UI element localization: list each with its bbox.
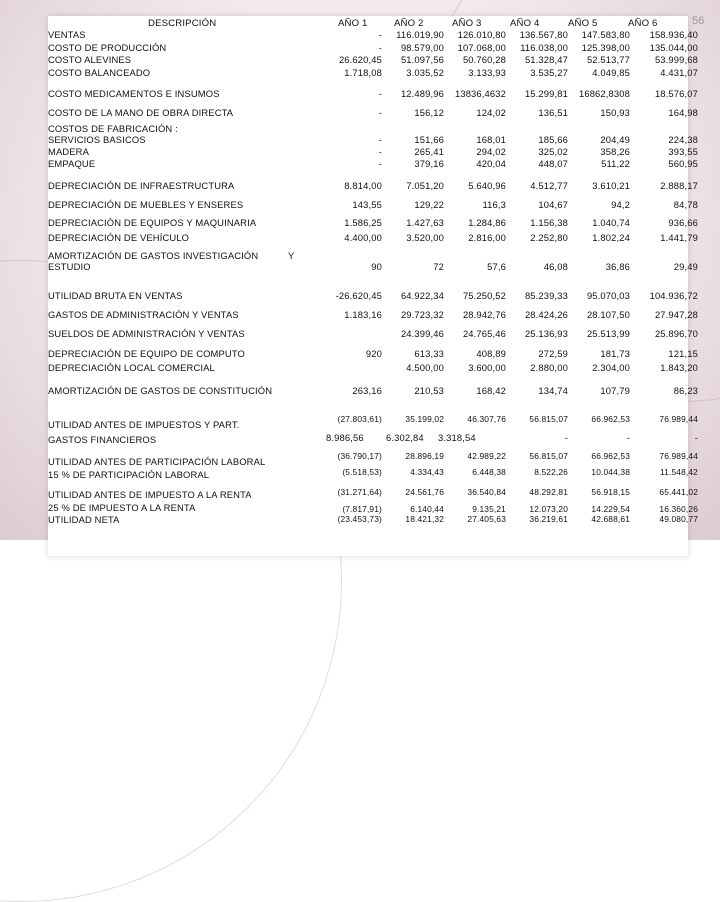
value-year-2: 210,53	[414, 385, 444, 396]
value-year-3: 24.765,46	[462, 328, 506, 339]
value-year-5: 16862,8308	[578, 88, 630, 99]
value-year-1: 90	[371, 261, 382, 272]
value-year-1: 26.620,45	[338, 54, 382, 65]
value-year-4: 8.522,26	[534, 467, 568, 477]
value-year-5: 2.304,00	[592, 362, 630, 373]
value-year-1: (27.803,61)	[337, 414, 382, 424]
value-year-6: 4.431,07	[660, 67, 698, 78]
row-label: GASTOS DE ADMINISTRACIÓN Y VENTAS	[48, 309, 239, 320]
value-year-3: 116,3	[482, 199, 506, 210]
value-year-2: 18.421,32	[405, 514, 444, 524]
value-year-1: -	[378, 107, 382, 118]
value-year-4: 51.328,47	[524, 54, 568, 65]
value-year-5: 14.229,54	[591, 504, 630, 514]
row-label: SERVICIOS BASICOS	[48, 134, 146, 145]
value-year-4: 36.219,61	[529, 514, 568, 524]
value-year-3: 408,89	[476, 348, 506, 359]
value-year-5: 25.513,99	[586, 328, 630, 339]
value-year-4: 4.512,77	[530, 180, 568, 191]
value-year-2: 4.500,00	[406, 362, 444, 373]
value-year-6: 76.989,44	[659, 451, 698, 461]
row-label: MADERA	[48, 146, 90, 157]
row-label: DEPRECIACIÓN DE MUEBLES Y ENSERES	[48, 199, 244, 210]
value-year-3: 3.600,00	[468, 362, 506, 373]
value-year-4: 28.424,26	[524, 309, 568, 320]
value-year-6: 49.080,77	[659, 514, 698, 524]
value-year-2: 12.489,96	[400, 88, 444, 99]
value-year-3: 28.942,76	[462, 309, 506, 320]
row-label: COSTO BALANCEADO	[48, 67, 151, 78]
value-year-2: 1.427,63	[406, 217, 444, 228]
value-year-2: 265,41	[414, 146, 444, 157]
value-year-5: 3.610,21	[592, 180, 630, 191]
value-year-4: 116.038,00	[520, 42, 568, 53]
income-statement-table	[48, 16, 698, 556]
value-year-5: 125.398,00	[581, 42, 630, 53]
value-year-2: 51.097,56	[400, 54, 444, 65]
value-year-1: (5.518,53)	[342, 467, 382, 477]
row-label: SUELDOS DE ADMINISTRACIÓN Y VENTAS	[48, 328, 245, 339]
row-label: EMPAQUE	[48, 158, 96, 169]
value-year-5: 358,26	[600, 146, 630, 157]
value-year-4: 48.292,81	[529, 487, 568, 497]
value-year-2: 4.334,43	[410, 467, 444, 477]
value-year-1: (23.453,73)	[337, 514, 382, 524]
value-year-4: -	[564, 432, 568, 443]
value-year-6: 29,49	[673, 261, 698, 272]
value-year-3: 126.010,80	[457, 29, 506, 40]
value-year-3: 3.318,54	[438, 432, 476, 443]
value-year-5: 95.070,03	[586, 290, 630, 301]
value-year-2: 28.896,19	[405, 451, 444, 461]
value-year-4: 325,02	[538, 146, 568, 157]
value-year-1: 920	[365, 348, 382, 359]
value-year-3: 420,04	[476, 158, 506, 169]
row-label: DEPRECIACIÓN LOCAL COMERCIAL	[48, 362, 215, 373]
value-year-4: 56.815,07	[529, 451, 568, 461]
row-label: 15 % DE PARTICIPACIÓN LABORAL	[48, 469, 210, 480]
value-year-4: 25.136,93	[524, 328, 568, 339]
value-year-5: 66.962,53	[591, 451, 630, 461]
value-year-1: -	[378, 146, 382, 157]
row-label: UTILIDAD NETA	[48, 514, 120, 525]
value-year-1: -	[378, 158, 382, 169]
value-year-5: 181,73	[600, 348, 630, 359]
value-year-6: 560,95	[668, 158, 698, 169]
value-year-2: 129,22	[414, 199, 444, 210]
value-year-2: 64.922,34	[400, 290, 444, 301]
value-year-5: 66.962,53	[591, 414, 630, 424]
header-year-1: AÑO 1	[338, 18, 368, 29]
value-year-6: 76.989,44	[659, 414, 698, 424]
value-year-6: 1.441,79	[660, 232, 698, 243]
value-year-6: 164,98	[668, 107, 698, 118]
value-year-4: 272,59	[538, 348, 568, 359]
header-year-5: AÑO 5	[568, 18, 598, 29]
value-year-6: 65.441,02	[659, 487, 698, 497]
value-year-2: 3.035,52	[406, 67, 444, 78]
value-year-6: 135.044,00	[649, 42, 698, 53]
value-year-3: 168,01	[476, 134, 506, 145]
value-year-2: 151,66	[414, 134, 444, 145]
value-year-6: 11.548,42	[660, 467, 698, 477]
row-label: GASTOS FINANCIEROS	[48, 434, 157, 445]
value-year-5: 1.040,74	[592, 217, 630, 228]
value-year-4: 85.239,33	[524, 290, 568, 301]
value-year-2: 6.140,44	[410, 504, 444, 514]
header-year-3: AÑO 3	[452, 18, 482, 29]
value-year-4: 136.567,80	[519, 29, 568, 40]
value-year-3: 46.307,76	[467, 414, 506, 424]
value-year-6: 86,23	[673, 385, 698, 396]
value-year-5: 10.044,38	[591, 467, 630, 477]
value-year-5: 94,2	[611, 199, 630, 210]
value-year-4: 2.252,80	[530, 232, 568, 243]
value-year-5: 42.688,61	[591, 514, 630, 524]
value-year-3: 2.816,00	[468, 232, 506, 243]
value-year-4: 136,51	[538, 107, 568, 118]
row-label: COSTO ALEVINES	[48, 54, 132, 65]
value-year-1: (31.271,64)	[337, 487, 382, 497]
value-year-6: 121,15	[668, 348, 698, 359]
value-year-5: 4.049,85	[592, 67, 630, 78]
value-year-1: 263,16	[352, 385, 382, 396]
value-year-1: -	[378, 134, 382, 145]
value-year-2: 35.199,02	[405, 414, 444, 424]
value-year-1: -	[378, 88, 382, 99]
value-year-2: 24.561,76	[405, 487, 444, 497]
value-year-4: 134,74	[538, 385, 568, 396]
value-year-4: 2.880,00	[530, 362, 568, 373]
value-year-2: 613,33	[414, 348, 444, 359]
value-year-4: 104,67	[538, 199, 568, 210]
value-year-5: 204,49	[600, 134, 630, 145]
row-label: COSTO DE PRODUCCIÓN	[48, 42, 167, 53]
value-year-1: -	[378, 29, 382, 40]
value-year-3: 36.540,84	[467, 487, 506, 497]
value-year-2: 379,16	[414, 158, 444, 169]
value-year-6: 16.360,26	[659, 504, 698, 514]
value-year-5: 107,79	[600, 385, 630, 396]
value-year-4: 56.815,07	[529, 414, 568, 424]
row-label: COSTO DE LA MANO DE OBRA DIRECTA	[48, 107, 234, 118]
value-year-5: 28.107,50	[586, 309, 630, 320]
value-year-4: 448,07	[538, 158, 568, 169]
row-label: UTILIDAD ANTES DE PARTICIPACIÓN LABORAL	[48, 456, 266, 467]
value-year-5: 147.583,80	[581, 29, 630, 40]
value-year-2: 24.399,46	[400, 328, 444, 339]
value-year-2: 3.520,00	[406, 232, 444, 243]
value-year-3: 124,02	[476, 107, 506, 118]
value-year-5: 511,22	[601, 158, 630, 169]
value-year-1: 1.586,25	[344, 217, 382, 228]
value-year-2: 116.019,90	[396, 29, 444, 40]
value-year-3: 294,02	[476, 146, 506, 157]
value-year-3: 27.405,63	[467, 514, 506, 524]
value-year-1: (36.790,17)	[337, 451, 382, 461]
value-year-3: 13836,4632	[454, 88, 506, 99]
row-label: DEPRECIACIÓN DE VEHÍCULO	[48, 232, 190, 243]
value-year-1: 1.183,16	[344, 309, 382, 320]
value-year-1: 143,55	[352, 199, 382, 210]
value-year-6: 2.888,17	[660, 180, 698, 191]
value-year-3: 168,42	[476, 385, 506, 396]
value-year-3: 75.250,52	[462, 290, 506, 301]
value-year-5: 36,86	[605, 261, 630, 272]
value-year-3: 6.448,38	[472, 467, 506, 477]
value-year-4: 3.535,27	[530, 67, 568, 78]
row-label: VENTAS	[48, 29, 86, 40]
header-description: DESCRIPCIÓN	[148, 18, 217, 29]
value-year-4: 15.299,81	[524, 88, 568, 99]
value-year-2: 7.051,20	[406, 180, 444, 191]
value-year-3: 57,6	[487, 261, 506, 272]
value-year-1: 8.986,56	[326, 432, 364, 443]
value-year-4: 12.073,20	[529, 504, 568, 514]
value-year-4: 46,08	[543, 261, 568, 272]
value-year-5: 52.513,77	[586, 54, 630, 65]
row-label: UTILIDAD ANTES DE IMPUESTOS Y PART.	[48, 419, 240, 430]
value-year-2: 156,12	[414, 107, 444, 118]
value-year-1: -26.620,45	[335, 290, 382, 301]
row-label: UTILIDAD BRUTA EN VENTAS	[48, 290, 183, 301]
value-year-1: 8.814,00	[344, 180, 382, 191]
value-year-6: 18.576,07	[654, 88, 698, 99]
value-year-6: 393,55	[668, 146, 698, 157]
value-year-6: 25.896,70	[654, 328, 698, 339]
row-label: UTILIDAD ANTES DE IMPUESTO A LA RENTA	[48, 489, 252, 500]
value-year-3: 42.989,22	[467, 451, 506, 461]
row-label-conjunction: Y	[288, 250, 295, 261]
value-year-3: 9.135,21	[472, 504, 506, 514]
value-year-3: 1.284,86	[468, 217, 506, 228]
value-year-6: 1.843,20	[660, 362, 698, 373]
row-label: AMORTIZACIÓN DE GASTOS INVESTIGACIÓN	[48, 250, 259, 261]
value-year-2: 29.723,32	[400, 309, 444, 320]
value-year-6: 224,38	[668, 134, 698, 145]
value-year-6: 27.947,28	[654, 309, 698, 320]
row-label: COSTO MEDICAMENTOS E INSUMOS	[48, 88, 220, 99]
row-label-continued: ESTUDIO	[48, 261, 91, 272]
value-year-2: 6.302,84	[386, 432, 424, 443]
value-year-2: 72	[433, 261, 444, 272]
value-year-6: 158.936,40	[649, 29, 698, 40]
value-year-2: 98.579,00	[400, 42, 444, 53]
value-year-6: -	[694, 432, 698, 443]
row-label: AMORTIZACIÓN DE GASTOS DE CONSTITUCIÓN	[48, 385, 273, 396]
value-year-5: 1.802,24	[592, 232, 630, 243]
value-year-3: 5.640,96	[468, 180, 506, 191]
value-year-1: 1.718,08	[344, 67, 382, 78]
header-year-6: AÑO 6	[628, 18, 658, 29]
row-label: DEPRECIACIÓN DE EQUIPO DE COMPUTO	[48, 348, 245, 359]
value-year-5: 150,93	[600, 107, 630, 118]
header-year-4: AÑO 4	[510, 18, 540, 29]
value-year-4: 1.156,38	[530, 217, 568, 228]
row-label: COSTOS DE FABRICACIÓN :	[48, 123, 178, 134]
value-year-4: 185,66	[538, 134, 568, 145]
value-year-6: 84,78	[673, 199, 698, 210]
row-label: DEPRECIACIÓN DE EQUIPOS Y MAQUINARIA	[48, 217, 257, 228]
value-year-3: 50.760,28	[462, 54, 506, 65]
value-year-1: (7.817,91)	[342, 504, 382, 514]
value-year-6: 936,66	[668, 217, 698, 228]
value-year-5: -	[626, 432, 630, 443]
value-year-3: 3.133,93	[468, 67, 506, 78]
value-year-1: -	[378, 42, 382, 53]
value-year-6: 53.999,68	[654, 54, 698, 65]
page-number: 56	[692, 15, 705, 27]
row-label: DEPRECIACIÓN DE INFRAESTRUCTURA	[48, 180, 235, 191]
row-label: 25 % DE IMPUESTO A LA RENTA	[48, 502, 196, 513]
value-year-5: 56.918,15	[591, 487, 630, 497]
value-year-1: 4.400,00	[344, 232, 382, 243]
value-year-6: 104.936,72	[649, 290, 698, 301]
header-year-2: AÑO 2	[394, 18, 424, 29]
value-year-3: 107.068,00	[457, 42, 506, 53]
